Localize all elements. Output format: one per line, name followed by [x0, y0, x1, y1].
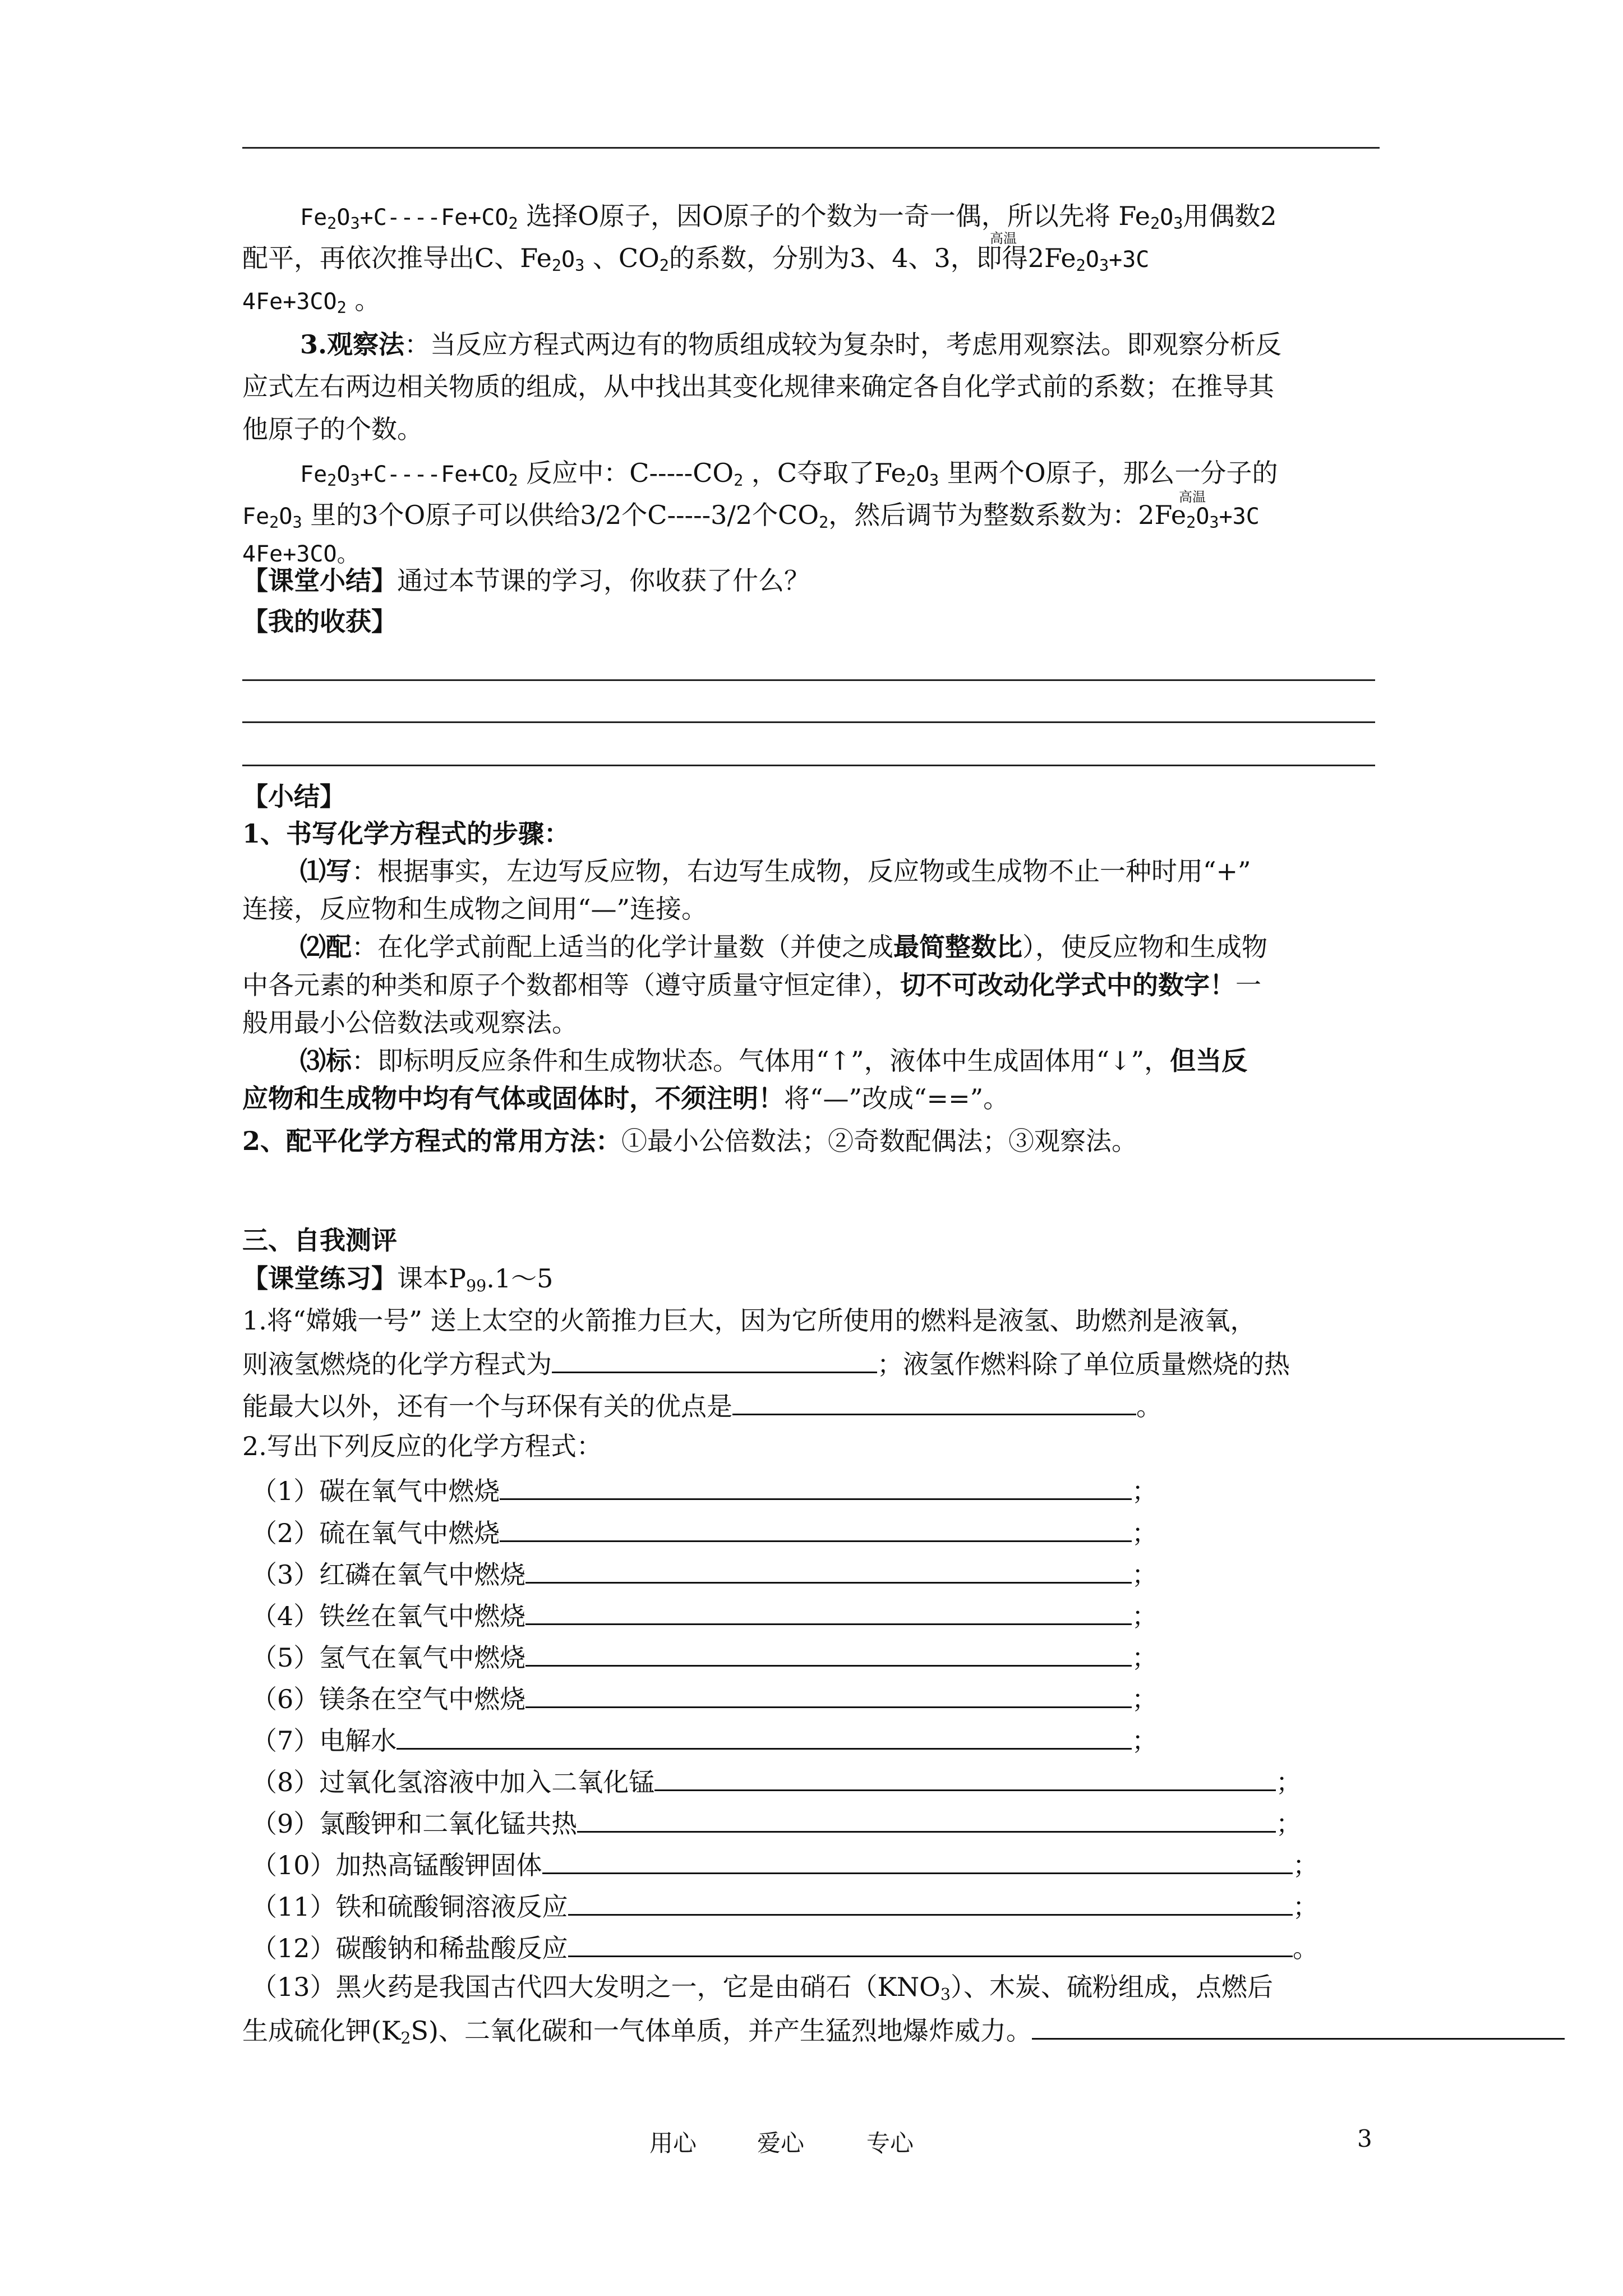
p1-line-3 [242, 287, 380, 316]
p2-line-3 [242, 416, 423, 442]
answer-blank[interactable] [525, 1601, 1132, 1625]
body-text: 应式左右两边相关物质的组成，从中找出其变化规律来确定各自化学式前的系数；在推导其 [242, 371, 1274, 402]
p2-line-1 [300, 329, 1282, 360]
q1-line-3 [242, 1391, 1162, 1419]
step-balance-line-3 [242, 1007, 578, 1038]
subscript: 3 [929, 471, 939, 490]
punctuation: ； [1132, 1518, 1158, 1548]
question-text: 则液氢燃烧的化学方程式为 [242, 1349, 552, 1379]
body-text: ，C夺取了Fe [743, 458, 906, 488]
heading-text: 2、配平化学方程式的常用方法： [242, 1126, 622, 1156]
punctuation: ； [1132, 1476, 1158, 1506]
body-text: 反应中：C-----CO [518, 458, 734, 488]
formula-text: +C----Fe+CO [359, 462, 509, 487]
formula-text: +3C [1219, 504, 1260, 530]
step-write-line-1 [300, 858, 1251, 884]
subscript: 3 [292, 513, 302, 532]
punctuation: ； [1132, 1642, 1158, 1673]
formula-text: O [1085, 247, 1099, 273]
subscript: 2 [400, 2029, 411, 2048]
subscript: 3 [575, 256, 585, 275]
subscript: 2 [327, 471, 337, 490]
punctuation: ； [1293, 1850, 1318, 1880]
subscript: 2 [906, 471, 916, 490]
answer-blank[interactable] [568, 1933, 1293, 1957]
q2-item [251, 1518, 1158, 1546]
answer-blank[interactable] [542, 1850, 1293, 1874]
question-label: （1）碳在氧气中燃烧 [251, 1476, 500, 1506]
subscript: 3 [1209, 513, 1219, 532]
p1-line-1 [300, 203, 1277, 232]
header-rule [242, 147, 1380, 149]
answer-blank[interactable] [1032, 2016, 1565, 2040]
body-text: 里的3个O原子可以供给3/2个C-----3/2个CO [302, 500, 819, 530]
question-label: （4）铁丝在氧气中燃烧 [251, 1601, 526, 1631]
question-label: （8）过氧化氢溶液中加入二氧化锰 [251, 1767, 655, 1797]
subscript: 2 [508, 471, 518, 490]
question-text: ；液氢作燃料除了单位质量燃烧的热 [877, 1349, 1290, 1379]
body-text: 、CO [584, 243, 660, 273]
q1-line-2 [242, 1349, 1290, 1377]
p3-line-3 [242, 540, 359, 565]
subscript: 2 [1076, 256, 1086, 275]
p3-line-2 [242, 502, 1260, 531]
emphasis-text: 最简整数比 [893, 932, 1022, 962]
q2-item [251, 1684, 1158, 1712]
formula-text: O [279, 504, 293, 530]
q2-item-13-line-1 [251, 1974, 1273, 2003]
body-text: .1～5 [486, 1263, 554, 1294]
body-text: 里两个O原子，那么一分子的 [939, 458, 1278, 488]
step-mark-line-2 [242, 1083, 1009, 1114]
practice-line [242, 1263, 554, 1296]
formula-text: O [1196, 504, 1210, 530]
body-text: ：即标明反应条件和生成物状态。气体用“↑”，液体中生成固体用“↓”， [352, 1046, 1170, 1076]
formula-text: O [336, 205, 351, 231]
body-text: 配平，再依次推导出C、Fe [242, 243, 552, 273]
q2-item [251, 1933, 1318, 1961]
body-text: 的系数，分别为3、4、3，即得2Fe [668, 243, 1076, 273]
q2-item [251, 1559, 1158, 1588]
subscript: 2 [336, 298, 347, 318]
formula-text: O [1160, 205, 1174, 231]
reaction-condition-1: 高温 [990, 231, 1017, 246]
subscript: 2 [551, 256, 561, 275]
section-label: 【课堂练习】 [242, 1263, 397, 1294]
answer-blank[interactable] [654, 1767, 1276, 1791]
subscript: 2 [327, 214, 337, 233]
punctuation: ； [1276, 1809, 1302, 1839]
method-title: 3.观察法 [300, 329, 405, 360]
emphasis-text: 应物和生成物中均有气体或固体时，不须注明！ [242, 1083, 784, 1114]
body-text: ），使反应物和生成物 [1022, 932, 1267, 962]
body-text: 连接，反应物和生成物之间用“—”连接。 [242, 894, 708, 924]
body-text: 一 [1235, 970, 1261, 1000]
question-text: 1.将“嫦娥一号” 送上太空的火箭推力巨大，因为它所使用的燃料是液氢、助燃剂是液氧， [242, 1305, 1256, 1336]
question-label: （6）镁条在空气中燃烧 [251, 1684, 526, 1714]
subscript: 3 [940, 1985, 951, 2004]
body-text: 课本P [397, 1263, 466, 1294]
body-text: 般用最小公倍数法或观察法。 [242, 1007, 578, 1038]
footer-motto-3: 专心 [866, 2129, 914, 2157]
formula-text: Fe [300, 462, 328, 487]
q2-title: 2.写出下列反应的化学方程式： [242, 1431, 602, 1461]
q2-item [251, 1767, 1302, 1795]
body-text: ①最小公倍数法；②奇数配偶法；③观察法。 [621, 1126, 1138, 1156]
body-text: 将“—”改成“==”。 [784, 1083, 1009, 1114]
answer-line[interactable] [242, 721, 1375, 723]
formula-text: +C----Fe+CO [359, 205, 509, 231]
subscript: 2 [1186, 513, 1196, 532]
subscript: 3 [350, 214, 360, 233]
subscript: 3 [1173, 214, 1183, 233]
q2-item [251, 1642, 1158, 1671]
answer-line[interactable] [242, 679, 1375, 681]
answer-line[interactable] [242, 765, 1375, 766]
question-label: （12）碳酸钠和稀盐酸反应 [251, 1933, 568, 1963]
body-text: 他原子的个数。 [242, 414, 423, 444]
q2-item [251, 1809, 1302, 1837]
punctuation: ； [1293, 1892, 1318, 1922]
page-number: 3 [1357, 2125, 1372, 2152]
step-write-line-2 [242, 896, 707, 922]
question-text: （13）黑火药是我国古代四大发明之一，它是由硝石（KNO [251, 1972, 940, 2002]
question-text: 能最大以外，还有一个与环保有关的优点是 [242, 1391, 732, 1421]
formula-text: Fe [242, 504, 270, 530]
question-text: 生成硫化钾(K [242, 2016, 401, 2046]
q2-item [251, 1476, 1158, 1504]
body-text: ：在化学式前配上适当的化学计量数（并使之成 [352, 932, 893, 962]
q2-item [251, 1601, 1158, 1629]
answer-blank[interactable] [568, 1892, 1293, 1916]
answer-blank[interactable] [500, 1476, 1132, 1500]
q2-item [251, 1726, 1158, 1754]
punctuation: ； [1276, 1767, 1302, 1797]
subscript: 2 [269, 513, 279, 532]
question-label: （2）硫在氧气中燃烧 [251, 1518, 500, 1548]
body-text: 。 [346, 285, 381, 315]
punctuation: ； [1132, 1601, 1158, 1631]
subscript: 2 [819, 513, 829, 532]
formula-text: +3C [1109, 247, 1150, 273]
punctuation: ； [1132, 1559, 1158, 1590]
subscript: 2 [659, 256, 669, 275]
answer-blank[interactable] [396, 1726, 1132, 1750]
section-label: 【课堂小结】 [242, 565, 397, 596]
formula-text: O [336, 462, 351, 487]
question-label: （9）氯酸钾和二氧化锰共热 [251, 1809, 578, 1839]
step-title: ⑵配 [300, 932, 352, 962]
body-text: 中各元素的种类和原子个数都相等（遵守质量守恒定律）， [242, 970, 900, 1000]
q2-item-13-line-2 [242, 2016, 1565, 2047]
reaction-condition-2: 高温 [1179, 489, 1206, 505]
formula-text: Fe [300, 205, 328, 231]
step-balance-line-2 [242, 972, 1261, 998]
footer-motto-2: 爱心 [757, 2129, 805, 2157]
subscript: 2 [734, 471, 744, 490]
step-balance-line-1 [300, 934, 1267, 960]
question-text: 。 [1136, 1391, 1162, 1421]
body-text: ：当反应方程式两边有的物质组成较为复杂时，考虑用观察法。即观察分析反 [404, 329, 1282, 360]
formula-text: 4Fe+3CO。 [242, 541, 359, 567]
question-label: （3）红磷在氧气中燃烧 [251, 1559, 526, 1590]
answer-blank[interactable] [552, 1349, 877, 1373]
question-label: （11）铁和硫酸铜溶液反应 [251, 1892, 568, 1922]
emphasis-text: 但当反 [1170, 1046, 1248, 1076]
body-text: 通过本节课的学习，你收获了什么？ [397, 565, 810, 596]
formula-text: O [561, 247, 575, 273]
xiaojie-label: 【小结】 [242, 781, 345, 812]
body-text: 选择O原子，因O原子的个数为一奇一偶，所以先将 Fe [518, 201, 1150, 231]
subscript: 2 [508, 214, 518, 233]
step-title: ⑴写 [300, 856, 352, 886]
harvest-label: 【我的收获】 [242, 606, 397, 637]
xiaojie-heading-2 [242, 1128, 1137, 1154]
subscript: 3 [1099, 256, 1109, 275]
question-text: ）、木炭、硫粉组成，点燃后 [951, 1972, 1274, 2002]
answer-blank[interactable] [525, 1684, 1132, 1708]
answer-blank[interactable] [577, 1809, 1276, 1833]
summary-question [242, 565, 810, 596]
q2-item [251, 1850, 1318, 1878]
question-label: （10）加热高锰酸钾固体 [251, 1850, 542, 1880]
answer-blank[interactable] [525, 1642, 1132, 1667]
punctuation: ； [1132, 1684, 1158, 1714]
q1-line-1 [242, 1305, 1256, 1336]
step-mark-line-1 [300, 1048, 1247, 1074]
footer-motto-1: 用心 [649, 2129, 697, 2157]
formula-text: 4Fe+3CO [242, 289, 337, 315]
body-text: ，然后调节为整数系数为：2Fe [828, 500, 1187, 530]
p2-line-2 [242, 371, 1274, 402]
subscript: 99 [465, 1277, 487, 1296]
section-title-self-test: 三、自我测评 [242, 1225, 397, 1255]
step-title: ⑶标 [300, 1046, 352, 1076]
answer-blank[interactable] [500, 1518, 1132, 1542]
p1-line-2 [242, 245, 1149, 274]
p3-line-1 [300, 460, 1278, 489]
subscript: 2 [1150, 214, 1160, 233]
question-text: S)、二氧化碳和一气体单质，并产生猛烈地爆炸威力。 [411, 2016, 1032, 2046]
xiaojie-heading-1: 1、书写化学方程式的步骤： [242, 818, 570, 849]
body-text: 用偶数2 [1183, 201, 1277, 231]
question-label: （5）氢气在氧气中燃烧 [251, 1642, 526, 1673]
question-label: （7）电解水 [251, 1726, 397, 1756]
punctuation: ； [1132, 1726, 1158, 1756]
emphasis-text: 切不可改动化学式中的数字！ [900, 970, 1235, 1000]
punctuation: 。 [1293, 1933, 1318, 1963]
body-text: ：根据事实，左边写反应物，右边写生成物，反应物或生成物不止一种时用“+” [352, 856, 1251, 886]
answer-blank[interactable] [525, 1559, 1132, 1584]
subscript: 3 [350, 471, 360, 490]
q2-item [251, 1892, 1318, 1920]
answer-blank[interactable] [732, 1391, 1136, 1415]
formula-text: O [915, 462, 930, 487]
